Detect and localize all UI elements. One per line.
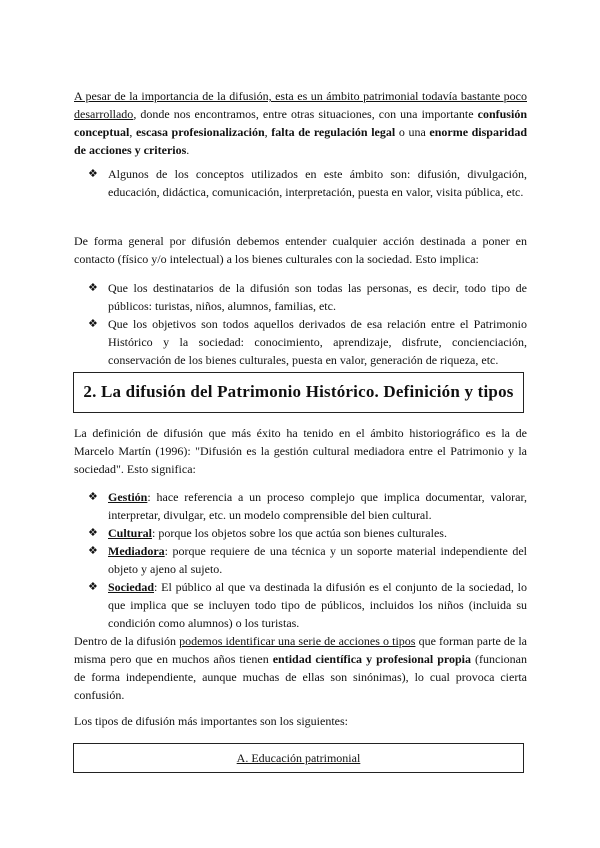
term-gestion: Gestión bbox=[108, 490, 148, 504]
bullet-icon: ❖ bbox=[88, 544, 98, 557]
term-mediadora: Mediadora bbox=[108, 544, 165, 558]
implies-list bbox=[74, 279, 527, 369]
list-item: ❖ Cultural: porque los objetos sobre los que actúa son bienes culturales. bbox=[88, 526, 447, 540]
bullet-icon: ❖ bbox=[88, 167, 98, 180]
term-sociedad: Sociedad bbox=[108, 580, 155, 594]
terms-list bbox=[74, 488, 527, 632]
actions-bold: entidad científica y profesional propia bbox=[272, 652, 472, 666]
bullet-icon: ❖ bbox=[88, 526, 98, 539]
definition-paragraph: La definición de difusión que más éxito ha tenido en el ámbito historiográfico es la de Marcelo Martín (1996): "Difusión es la gestión cultural mediadora entre el Patrimonio y la sociedad". Esto significa: bbox=[74, 426, 527, 476]
bullet-icon: ❖ bbox=[88, 580, 98, 593]
intro-paragraph: A pesar de la importancia de la difusión, esta es un ámbito patrimonial todavía bastante poco desarrollado, donde nos encontramos, entre otras situaciones, con una importante confusión conceptual, escasa profesionalización, falta de regulación legal o una enorme disparidad de acciones y criterios. bbox=[74, 89, 527, 157]
concepts-list bbox=[74, 165, 527, 201]
bold-disparidad: enorme disparidad de acciones y criterios bbox=[74, 125, 527, 157]
list-item: ❖ Sociedad: El público al que va destinada la difusión es el conjunto de la sociedad, lo que implica que se incluyen todo tipo de públicos, incluidos los niños (incluida su condición como alumnos) o los turistas. bbox=[88, 580, 527, 630]
bold-falta: falta de regulación legal bbox=[271, 125, 396, 139]
list-item: ❖ Gestión: hace referencia a un proceso complejo que implica documentar, valorar, interpretar, divulgar, etc. un modelo comprensible del bien cultural. bbox=[88, 490, 527, 522]
subsection-title: A. Educación patrimonial bbox=[236, 751, 361, 765]
list-item: ❖ Que los destinatarios de la difusión son todas las personas, es decir, todo tipo de públicos: turistas, niños, alumnos, familias, etc. bbox=[88, 281, 527, 313]
bullet-icon: ❖ bbox=[88, 281, 98, 294]
list-item: ❖ Mediadora: porque requiere de una técnica y un soporte material independiente del objeto y ajeno al sujeto. bbox=[88, 544, 527, 576]
section-heading-box bbox=[73, 372, 524, 413]
bullet-icon: ❖ bbox=[88, 490, 98, 503]
section-title: 2. La difusión del Patrimonio Histórico. Definición y tipos bbox=[83, 382, 514, 401]
list-item: ❖ Que los objetivos son todos aquellos derivados de esa relación entre el Patrimonio Histórico y la sociedad: conocimiento, aprendizaje, disfrute, concienciación, conservación de los bienes culturales, puesta en valor, generación de riqueza, etc. bbox=[88, 317, 527, 367]
bold-escasa: escasa profesionalización bbox=[135, 125, 265, 139]
actions-underlined: podemos identificar una serie de acciones o tipos bbox=[179, 634, 416, 648]
list-item: ❖ Algunos de los conceptos utilizados en este ámbito son: difusión, divulgación, educación, didáctica, comunicación, interpretación, puesta en valor, visita pública, etc. bbox=[88, 167, 527, 199]
general-paragraph: De forma general por difusión debemos entender cualquier acción destinada a poner en contacto (físico y/o intelectual) a los bienes culturales con la sociedad. Esto implica: bbox=[74, 234, 527, 266]
actions-paragraph: Dentro de la difusión podemos identificar una serie de acciones o tipos que forman parte de la misma pero que en muchos años tienen entidad científica y profesional propia (funcionan de forma independiente, aunque muchas de ellas son sinónimas), lo cual provoca cierta confusión. bbox=[74, 634, 528, 702]
subsection-heading-box bbox=[73, 743, 524, 773]
bold-confusion: confusión conceptual bbox=[74, 107, 527, 139]
bullet-icon: ❖ bbox=[88, 317, 98, 330]
types-intro: Los tipos de difusión más importantes son los siguientes: bbox=[74, 714, 348, 728]
intro-underlined: A pesar de la importancia de la difusión, esta es un ámbito patrimonial todavía bastante poco desarrollado bbox=[74, 89, 527, 121]
term-cultural: Cultural bbox=[108, 526, 153, 540]
